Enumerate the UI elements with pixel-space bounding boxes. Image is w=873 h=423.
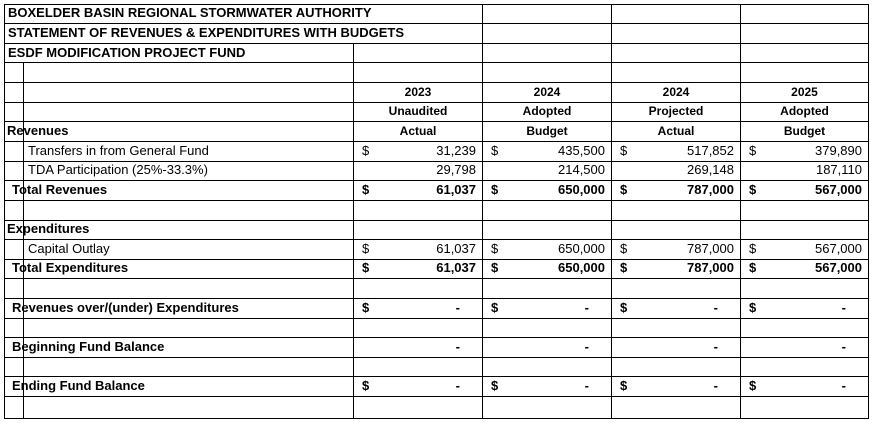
- currency-symbol: $: [491, 260, 499, 275]
- rev-over-exp-label: Revenues over/(under) Expenditures: [12, 300, 239, 315]
- currency-symbol: $: [491, 182, 499, 197]
- currency-symbol: $: [749, 143, 757, 158]
- col-header-2024a-line1: Adopted: [522, 104, 572, 118]
- revenue-item-value-2024a: 214,500: [558, 162, 605, 177]
- revenue-item-label: Transfers in from General Fund: [28, 143, 209, 158]
- total-revenues-2025: 567,000: [815, 182, 862, 197]
- row-line: [4, 62, 869, 63]
- rev-over-exp-2023: -: [455, 300, 460, 315]
- ending-balance-2024p: -: [713, 378, 718, 393]
- rev-over-exp-2024a: -: [584, 300, 589, 315]
- total-expenditures-label: Total Expenditures: [12, 260, 129, 275]
- currency-symbol: $: [362, 300, 370, 315]
- currency-symbol: $: [620, 143, 628, 158]
- currency-symbol: $: [620, 378, 628, 393]
- col-header-2025-line1: Adopted: [780, 104, 829, 118]
- expenditure-item-value-2023: 61,037: [436, 241, 476, 256]
- currency-symbol: $: [749, 182, 757, 197]
- col-header-2023-line2: Actual: [399, 124, 437, 138]
- currency-symbol: $: [749, 260, 757, 275]
- expenditures-heading: Expenditures: [7, 221, 90, 236]
- row-line: [4, 318, 869, 319]
- currency-symbol: $: [491, 378, 499, 393]
- row-line: [4, 200, 869, 201]
- col-header-2024p-line1: Projected: [648, 104, 704, 118]
- ending-balance-2025: -: [841, 378, 846, 393]
- revenue-item-value-2025: 187,110: [815, 162, 862, 177]
- total-expenditures-2025: 567,000: [815, 260, 862, 275]
- revenue-item-value-2024p: 517,852: [687, 143, 734, 158]
- revenue-item-value-2024p: 269,148: [687, 162, 734, 177]
- total-revenues-label: Total Revenues: [12, 182, 108, 197]
- currency-symbol: $: [749, 300, 757, 315]
- col-header-2023-line1: Unaudited: [388, 104, 448, 118]
- total-expenditures-2024p: 787,000: [687, 260, 734, 275]
- currency-symbol: $: [749, 241, 757, 256]
- currency-symbol: $: [362, 378, 370, 393]
- row-line: [4, 396, 869, 397]
- total-revenues-2024p: 787,000: [687, 182, 734, 197]
- beginning-balance-label: Beginning Fund Balance: [12, 339, 165, 354]
- rev-over-exp-2025: -: [841, 300, 846, 315]
- ending-balance-2023: -: [455, 378, 460, 393]
- expenditure-item-value-2024p: 787,000: [687, 241, 734, 256]
- ending-balance-2024a: -: [584, 378, 589, 393]
- currency-symbol: $: [620, 241, 628, 256]
- total-expenditures-2023: 61,037: [436, 260, 476, 275]
- currency-symbol: $: [362, 241, 370, 256]
- revenues-heading: Revenues: [7, 123, 69, 138]
- currency-symbol: $: [749, 378, 757, 393]
- col-header-2025-year: 2025: [791, 85, 818, 99]
- col-header-2024a-line2: Budget: [526, 124, 568, 138]
- col-header-2023-year: 2023: [404, 85, 432, 99]
- currency-symbol: $: [620, 300, 628, 315]
- title-line-1: BOXELDER BASIN REGIONAL STORMWATER AUTHORITY: [8, 5, 372, 20]
- currency-symbol: $: [491, 300, 499, 315]
- total-expenditures-2024a: 650,000: [558, 260, 605, 275]
- indent-line: [23, 62, 24, 419]
- currency-symbol: $: [620, 182, 628, 197]
- expenditure-item-value-2024a: 650,000: [558, 241, 605, 256]
- row-line: [4, 357, 869, 358]
- row-line: [4, 220, 869, 221]
- beginning-balance-2024p: -: [713, 339, 718, 354]
- currency-symbol: $: [491, 143, 499, 158]
- revenue-item-value-2025: 379,890: [815, 143, 862, 158]
- row-line: [4, 418, 869, 419]
- revenue-item-value-2023: 31,239: [436, 143, 476, 158]
- currency-symbol: $: [362, 260, 370, 275]
- currency-symbol: $: [491, 241, 499, 256]
- expenditure-item-label: Capital Outlay: [28, 241, 110, 256]
- revenue-item-label: TDA Participation (25%-33.3%): [28, 162, 208, 177]
- beginning-balance-2024a: -: [584, 339, 589, 354]
- col-header-2025-line2: Budget: [783, 124, 826, 138]
- beginning-balance-2023: -: [455, 339, 460, 354]
- title-line-2: STATEMENT OF REVENUES & EXPENDITURES WITH BUDGETS: [8, 25, 405, 40]
- total-revenues-2024a: 650,000: [558, 182, 605, 197]
- col-header-2024a-year: 2024: [533, 85, 561, 99]
- rev-over-exp-2024p: -: [713, 300, 718, 315]
- currency-symbol: $: [620, 260, 628, 275]
- col-header-2024p-year: 2024: [662, 85, 690, 99]
- revenue-item-value-2024a: 435,500: [558, 143, 605, 158]
- currency-symbol: $: [362, 182, 370, 197]
- ending-balance-label: Ending Fund Balance: [12, 378, 145, 393]
- title-line-3: ESDF MODIFICATION PROJECT FUND: [8, 45, 246, 60]
- currency-symbol: $: [362, 143, 370, 158]
- col-header-2024p-line2: Actual: [657, 124, 695, 138]
- revenue-item-value-2023: 29,798: [436, 162, 476, 177]
- expenditure-item-value-2025: 567,000: [815, 241, 862, 256]
- beginning-balance-2025: -: [841, 339, 846, 354]
- row-line: [4, 278, 869, 279]
- total-revenues-2023: 61,037: [436, 182, 476, 197]
